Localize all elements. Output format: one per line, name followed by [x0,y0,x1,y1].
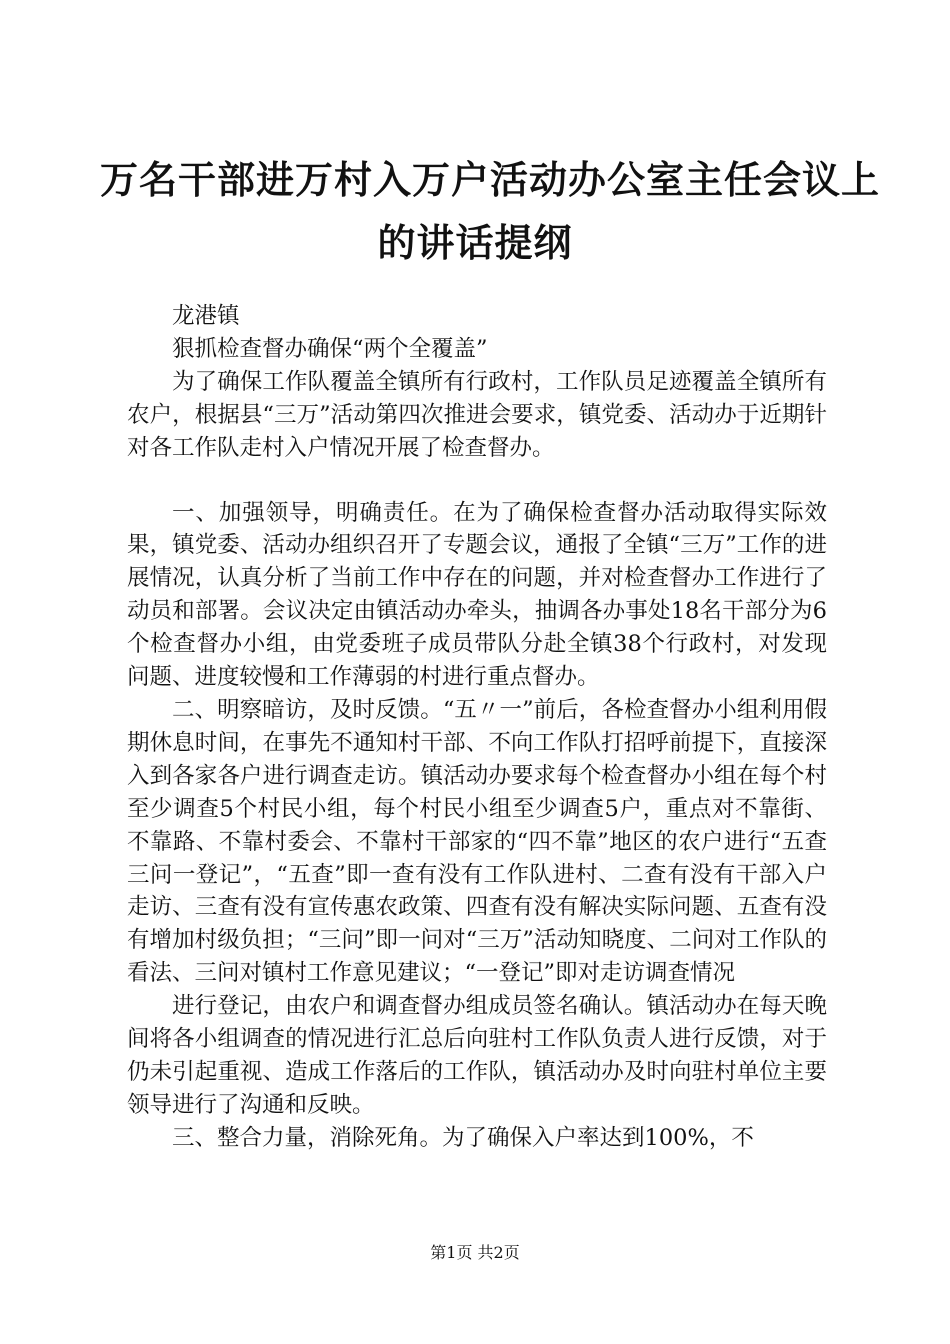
section-1-paragraph: 一、加强领导，明确责任。在为了确保检查督办活动取得实际效果，镇党委、活动办组织召开了专题会议，通报了全镇“三万”工作的进展情况，认真分析了当前工作中存在的问题，并对检查督办工作进行了动员和部署。会议决定由镇活动办牵头，抽调各办事处18名干部分为6个检查督办小组，由党委班子成员带队分赴全镇38个行政村，对发现问题、进度较慢和工作薄弱的村进行重点督办。 [127,499,827,691]
subtitle-line: 狠抓检查督办确保“两个全覆盖” [172,335,488,362]
document-title-line-2: 的讲话提纲 [377,220,573,265]
section-2-continued-paragraph: 进行登记，由农户和调查督办组成员签名确认。镇活动办在每天晚间将各小组调查的情况进行汇总后向驻村工作队负责人进行反馈，对于仍未引起重视、造成工作落后的工作队，镇活动办及时向驻村单位主要领导进行了沟通和反映。 [127,993,827,1118]
document-body [127,300,827,1155]
page-footer: 第1页 共2页 [430,1243,520,1262]
section-2-paragraph: 二、明察暗访，及时反馈。“五〃一”前后，各检查督办小组利用假期休息时间，在事先不通知村干部、不向工作队打招呼前提下，直接深入到各家各户进行调查走访。镇活动办要求每个检查督办小组在每个村至少调查5个村民小组，每个村民小组至少调查5户，重点对不靠街、不靠路、不靠村委会、不靠村干部家的“四不靠”地区的农户进行“五查三问一登记”，“五查”即一查有没有工作队进村、二查有没有干部入户走访、三查有没有宣传惠农政策、四查有没有解决实际问题、五查有没有增加村级负担；“三问”即一问对“三万”活动知晓度、二问对工作队的看法、三问对镇村工作意见建议；“一登记”即对走访调查情况 [127,696,827,987]
document-title-line-1: 万名干部进万村入万户活动办公室主任会议上 [100,157,881,202]
author-line: 龙港镇 [172,303,240,329]
section-3-paragraph: 三、整合力量，消除死角。为了确保入户率达到100%，不 [172,1124,754,1151]
intro-paragraph: 为了确保工作队覆盖全镇所有行政村，工作队员足迹覆盖全镇所有农户，根据县“三万”活动第四次推进会要求，镇党委、活动办于近期针对各工作队走村入户情况开展了检查督办。 [127,368,827,461]
